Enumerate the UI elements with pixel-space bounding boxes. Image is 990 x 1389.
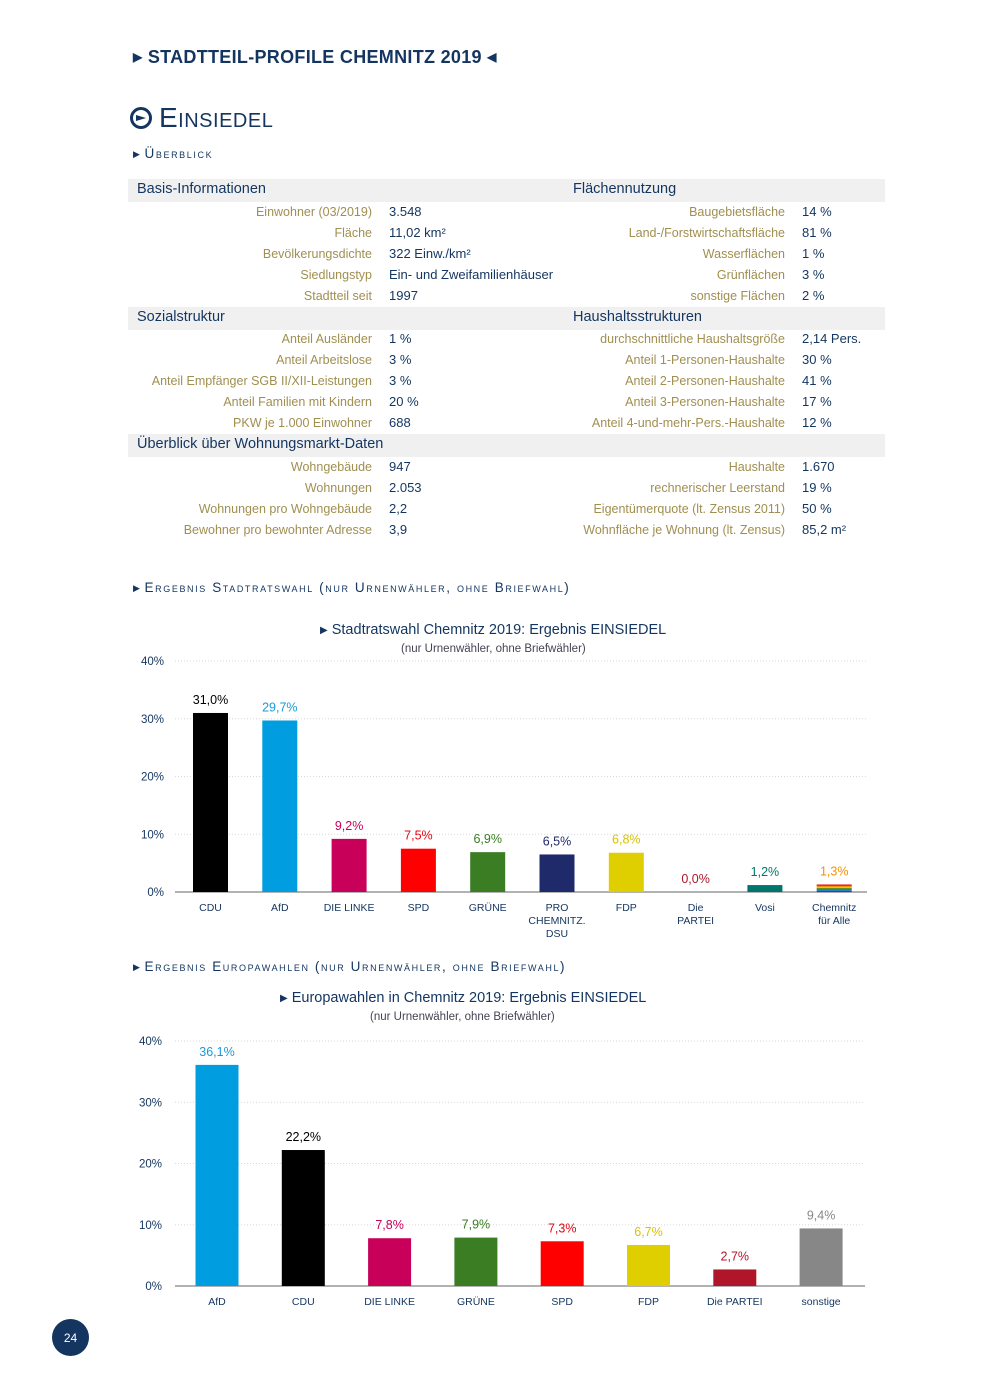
chart2-y-tick-label: 20% <box>138 1158 162 1171</box>
chart2-data-label: 36,1% <box>199 1044 235 1059</box>
chart2-category-label: sonstige <box>801 1296 841 1308</box>
triangle-right-icon: ▶ <box>133 149 142 159</box>
flaeche-value: 2 % <box>802 288 825 303</box>
basis-label: Bevölkerungsdichte <box>262 247 372 261</box>
chart1-y-tick-label: 40% <box>140 656 164 668</box>
page-title <box>130 102 273 134</box>
haushalt-heading: Haushaltsstrukturen <box>573 309 702 325</box>
triangle-right-icon: ▶ <box>280 993 288 1004</box>
chart1-subtitle: (nur Urnenwähler, ohne Briefwähler) <box>401 643 586 655</box>
chart1-y-tick-label: 0% <box>147 887 164 899</box>
chart1-y-tick-label: 20% <box>140 771 164 784</box>
sozial-label: Anteil Empfänger SGB II/XII-Leistungen <box>151 374 372 388</box>
haushalt-label: durchschnittliche Haushaltsgröße <box>600 332 785 346</box>
basis-value: Ein- und Zweifamilienhäuser <box>389 267 554 282</box>
basis-label: Einwohner (03/2019) <box>255 205 372 219</box>
overview-heading: ▶ Überblick <box>133 146 214 161</box>
sozial-value: 1 % <box>389 331 412 346</box>
chart2-category-label: FDP <box>638 1296 659 1308</box>
chart1-bar <box>817 887 852 888</box>
flaeche-label: Baugebietsfläche <box>689 205 785 219</box>
flaeche-label: sonstige Flächen <box>690 289 785 303</box>
wohnung-label: Wohnfläche je Wohnung (lt. Zensus) <box>583 523 785 537</box>
haushalt-value: 41 % <box>802 373 832 388</box>
chart2-category-label: CDU <box>291 1296 315 1308</box>
chart1-bar <box>401 849 436 892</box>
chart2-data-label: 7,8% <box>375 1218 404 1233</box>
flaeche-value: 3 % <box>802 267 825 282</box>
chart1-data-label: 31,0% <box>192 692 229 707</box>
chart1-category-label: CHEMNITZ. <box>528 915 586 927</box>
chart1-category-label: Die <box>687 902 704 914</box>
chart2-data-label: 9,4% <box>806 1208 836 1223</box>
chart1-bar <box>262 720 297 892</box>
basis-value: 322 Einw./km² <box>389 246 471 261</box>
chart1-category-label: GRÜNE <box>468 902 507 914</box>
chart1-bar <box>470 852 505 892</box>
sozial-value: 688 <box>389 415 411 430</box>
wohnung-label: Bewohner pro bewohnter Adresse <box>183 523 372 537</box>
chart1-data-label: 29,7% <box>262 700 298 715</box>
basis-label: Stadtteil seit <box>303 289 372 303</box>
chart2-bar <box>713 1269 756 1286</box>
wohnung-label: Wohngebäude <box>290 460 372 474</box>
chart2-bar <box>368 1238 411 1286</box>
chart1-data-label: 7,5% <box>404 828 433 843</box>
sozial-label: PKW je 1.000 Einwohner <box>233 416 372 430</box>
chart2-data-label: 7,9% <box>461 1217 491 1232</box>
section-stadtrat-heading: ▶ Ergebnis Stadtratswahl (nur Urnenwähler, ohne Briefwahl) <box>133 580 571 595</box>
chart1-category-label: AfD <box>271 902 289 914</box>
flaeche-label: Wasserflächen <box>702 247 785 261</box>
wohnung-heading: Überblick über Wohnungsmarkt-Daten <box>137 436 384 452</box>
haushalt-value: 30 % <box>802 352 832 367</box>
chart2-data-label: 6,7% <box>634 1224 663 1239</box>
sozial-label: Anteil Arbeitslose <box>276 353 372 367</box>
page-title-text: Einsiedel <box>159 102 274 133</box>
arrow-circle-icon <box>130 107 152 129</box>
document-header <box>133 47 497 68</box>
chart2-y-tick-label: 40% <box>138 1036 162 1048</box>
chart1-data-label: 6,8% <box>612 832 641 847</box>
chart2-bar <box>196 1065 239 1286</box>
basis-value: 11,02 km² <box>389 225 446 240</box>
wohnung-label: Haushalte <box>728 460 785 474</box>
chart1-bar <box>817 891 852 892</box>
chart2-subtitle: (nur Urnenwähler, ohne Briefwähler) <box>370 1011 555 1023</box>
chart2-bar <box>454 1238 497 1286</box>
chart1-category-label: DSU <box>545 928 569 940</box>
flaeche-value: 14 % <box>802 204 832 219</box>
chart2-bar <box>282 1150 325 1286</box>
page-number: 24 <box>52 1319 89 1356</box>
sozial-heading: Sozialstruktur <box>137 309 225 325</box>
chart1-bar <box>817 888 852 889</box>
chart1-bar <box>609 853 644 892</box>
chart2-data-label: 7,3% <box>547 1221 577 1236</box>
chart1-category-label: PARTEI <box>677 915 715 927</box>
chart1-category-label: für Alle <box>818 915 851 927</box>
chart1-category-label: FDP <box>615 902 637 914</box>
chart1-category-label: PRO <box>545 902 569 914</box>
wohnung-label: Eigentümerquote (lt. Zensus 2011) <box>593 502 785 516</box>
haushalt-value: 12 % <box>802 415 832 430</box>
basis-value: 3.548 <box>389 204 422 219</box>
wohnung-value: 50 % <box>802 501 832 516</box>
wohnung-value: 947 <box>389 459 411 474</box>
sozial-value: 20 % <box>389 394 419 409</box>
sozial-label: Anteil Ausländer <box>281 332 372 346</box>
chart1-y-tick-label: 10% <box>140 829 164 842</box>
flaeche-heading: Flächennutzung <box>573 181 677 197</box>
haushalt-value: 17 % <box>802 394 832 409</box>
sozial-label: Anteil Familien mit Kindern <box>223 395 372 409</box>
chart2-category-label: DIE LINKE <box>364 1296 415 1308</box>
sozial-value: 3 % <box>389 373 412 388</box>
triangle-right-icon: ▶ <box>320 625 328 636</box>
chart1-bar <box>817 886 852 887</box>
chart2-y-tick-label: 0% <box>145 1281 162 1293</box>
wohnung-value: 85,2 m² <box>802 522 847 537</box>
chart2-bar <box>541 1241 584 1286</box>
chart1-data-label: 1,2% <box>750 865 780 880</box>
chart1-category-label: DIE LINKE <box>323 902 375 914</box>
chart1-bar <box>747 885 782 892</box>
header-title: STADTTEIL-PROFILE CHEMNITZ 2019 <box>147 47 482 67</box>
chart2-bar <box>627 1245 670 1286</box>
chart1-data-label: 9,2% <box>334 818 364 833</box>
flaeche-label: Land-/Forstwirtschaftsfläche <box>628 226 785 240</box>
haushalt-value: 2,14 Pers. <box>802 331 862 346</box>
chart2-bar <box>800 1228 843 1286</box>
chart1-category-label: Chemnitz <box>812 902 857 914</box>
chart2-category-label: AfD <box>208 1296 226 1308</box>
chart1-bar <box>193 713 228 892</box>
chart1-category-label: Vosi <box>754 902 775 914</box>
chart1-category-label: CDU <box>199 902 222 914</box>
chart1-bar <box>540 854 575 892</box>
chart2-category-label: Die PARTEI <box>706 1296 763 1308</box>
wohnung-label: rechnerischer Leerstand <box>650 481 785 495</box>
chart1-bar <box>817 889 852 890</box>
haushalt-label: Anteil 3-Personen-Haushalte <box>625 395 785 409</box>
haushalt-label: Anteil 1-Personen-Haushalte <box>625 353 785 367</box>
chart2-category-label: GRÜNE <box>456 1296 495 1308</box>
chart2-data-label: 2,7% <box>720 1249 750 1264</box>
wohnung-label: Wohnungen <box>304 481 372 495</box>
chart1-y-tick-label: 30% <box>140 713 164 726</box>
basis-heading: Basis-Informationen <box>137 181 266 197</box>
basis-value: 1997 <box>389 288 418 303</box>
table-section-band <box>128 307 885 330</box>
wohnung-label: Wohnungen pro Wohngebäude <box>198 502 372 516</box>
triangle-right-icon: ▶ <box>133 962 142 972</box>
chart2-title: ▶ Europawahlen in Chemnitz 2019: Ergebnis EINSIEDEL <box>280 990 647 1006</box>
basis-label: Fläche <box>334 226 372 240</box>
chart2-data-label: 22,2% <box>285 1130 322 1145</box>
haushalt-label: Anteil 4-und-mehr-Pers.-Haushalte <box>591 416 785 430</box>
triangle-right-icon: ▶ <box>133 583 142 593</box>
chart1-data-label: 1,3% <box>819 864 849 879</box>
chart1-data-label: 0,0% <box>681 872 710 886</box>
sozial-value: 3 % <box>389 352 412 367</box>
chart1-bar <box>332 839 367 892</box>
flaeche-value: 1 % <box>802 246 825 261</box>
wohnung-value: 1.670 <box>802 459 835 474</box>
flaeche-value: 81 % <box>802 225 832 240</box>
chart1-data-label: 6,9% <box>473 832 502 847</box>
flaeche-label: Grünflächen <box>716 268 785 282</box>
chart2-category-label: SPD <box>551 1296 573 1308</box>
wohnung-value: 19 % <box>802 480 832 495</box>
chart2-y-tick-label: 30% <box>138 1097 162 1110</box>
chart1-category-label: SPD <box>407 902 430 914</box>
wohnung-value: 2.053 <box>389 480 422 495</box>
wohnung-value: 3,9 <box>389 522 408 537</box>
chart1-bar <box>817 884 852 885</box>
triangle-left-icon: ◀ <box>487 50 497 64</box>
wohnung-value: 2,2 <box>389 501 408 516</box>
triangle-right-icon: ▶ <box>133 50 143 64</box>
chart1-title: ▶ Stadtratswahl Chemnitz 2019: Ergebnis EINSIEDEL <box>320 622 667 638</box>
chart2-y-tick-label: 10% <box>138 1219 162 1232</box>
basis-label: Siedlungstyp <box>300 268 372 282</box>
chart1-data-label: 6,5% <box>542 834 572 849</box>
haushalt-label: Anteil 2-Personen-Haushalte <box>625 374 785 388</box>
section-europa-heading: ▶ Ergebnis Europawahlen (nur Urnenwähler, ohne Briefwahl) <box>133 959 567 974</box>
